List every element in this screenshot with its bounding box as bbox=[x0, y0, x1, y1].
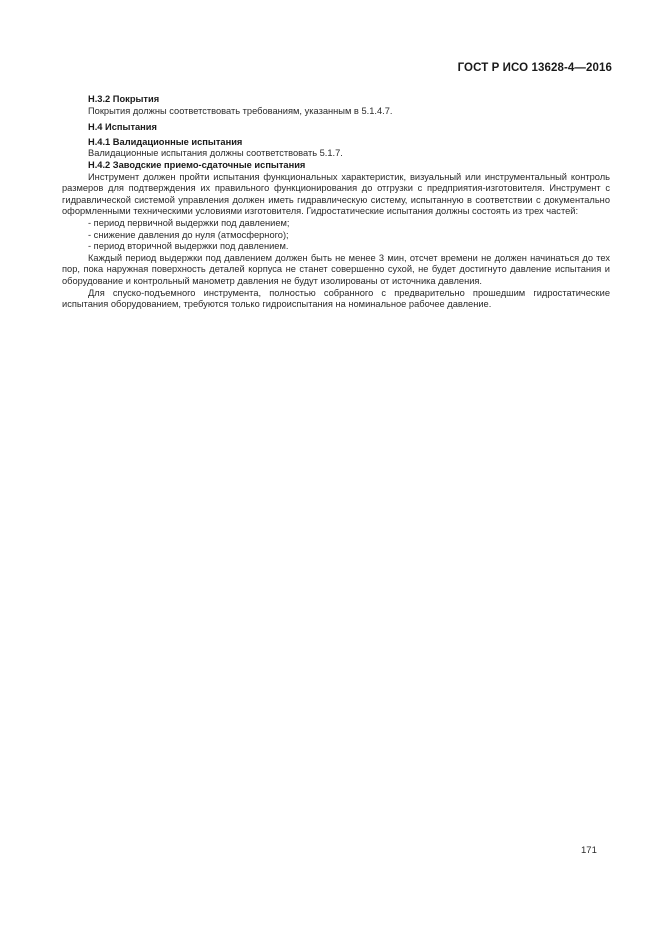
document-header: ГОСТ Р ИСО 13628-4—2016 bbox=[457, 62, 612, 74]
section-heading-h32: Н.3.2 Покрытия bbox=[88, 94, 160, 104]
page-number: 171 bbox=[581, 845, 597, 856]
section-heading-h42: Н.4.2 Заводские приемо-сдаточные испытания bbox=[88, 159, 306, 170]
paragraph-h42-3: Для спуско-подъемного инструмента, полностью собранного с предварительно прошедшим гидростатические испытания оборудованием, требуются только гидроиспытания на номинальное рабочее давление. bbox=[62, 287, 610, 310]
list-item: - период первичной выдержки под давлением; bbox=[88, 217, 290, 228]
section-heading-h41: Н.4.1 Валидационные испытания bbox=[88, 136, 243, 147]
list-item: - снижение давления до нуля (атмосферного); bbox=[88, 229, 289, 240]
paragraph-h42-1: Инструмент должен пройти испытания функциональных характеристик, визуальный или инструментальный контроль размеров для подтверждения их правильного функционирования до отгрузки с предприятия-изготовителя. Инструмент с гидравлической системой управления должен иметь гидравлическую систему, испытанную в соответствии с документально оформленными техническими условиями изготовителя. Гидростатические испытания должны состоять из трех частей: bbox=[62, 171, 610, 217]
section-text-h32: Покрытия должны соответствовать требованиям, указанным в 5.1.4.7. bbox=[88, 105, 393, 116]
document-body bbox=[62, 94, 610, 311]
section-text-h41: Валидационные испытания должны соответствовать 5.1.7. bbox=[88, 148, 343, 159]
paragraph-h42-2: Каждый период выдержки под давлением должен быть не менее 3 мин, отсчет времени не должен начинаться до тех пор, пока наружная поверхность деталей корпуса не станет совершенно сухой, не будет достигнуто давление испытания и оборудование и контрольный манометр давления не будут изолированы от источника давления. bbox=[62, 252, 610, 286]
list-item: - период вторичной выдержки под давлением. bbox=[88, 241, 289, 252]
section-heading-h4: Н.4 Испытания bbox=[88, 122, 157, 133]
